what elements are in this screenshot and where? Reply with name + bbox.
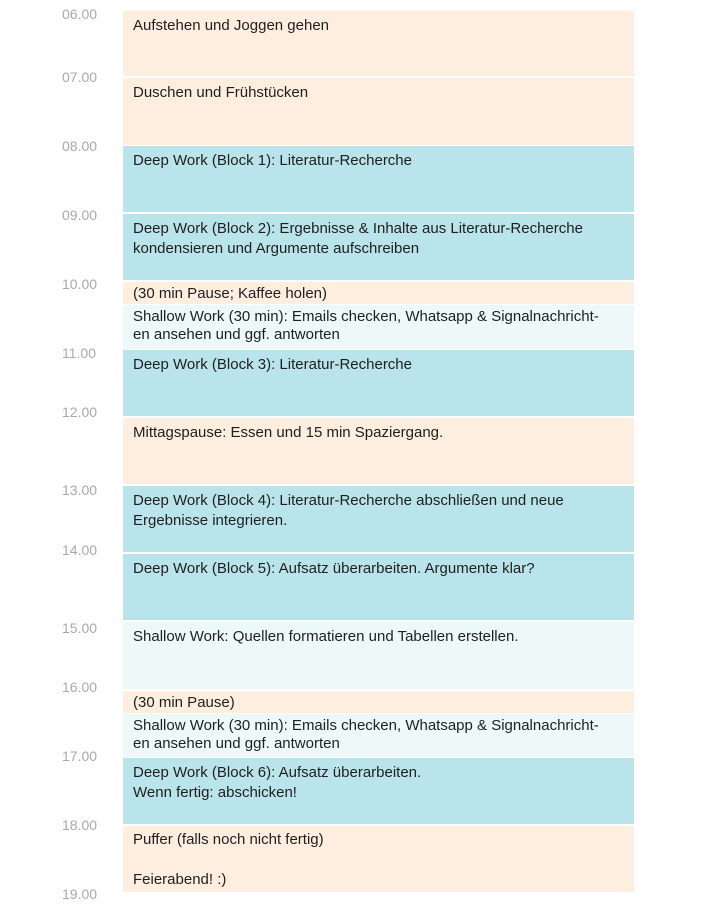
time-label: 11.00 [62,345,96,361]
schedule-block[interactable]: Deep Work (Block 1): Literatur-Recherche [123,146,634,212]
schedule-block[interactable]: Deep Work (Block 6): Aufsatz überarbeiten. Wenn fertig: abschicken! [123,758,634,824]
time-label: 12.00 [62,404,98,420]
schedule-block[interactable]: Shallow Work: Quellen formatieren und Tabellen erstellen. [123,622,634,689]
time-label: 09.00 [62,207,98,223]
time-label: 10.00 [62,276,98,292]
time-label: 15.00 [62,620,98,636]
schedule-block[interactable]: Shallow Work (30 min): Emails checken, Whatsapp & Signalnachricht- en ansehen und ggf. antworten [123,714,634,757]
schedule-block[interactable]: Deep Work (Block 4): Literatur-Recherche abschließen und neue Ergebnisse integrieren. [123,486,634,552]
time-label: 13.00 [62,482,98,498]
schedule-block[interactable]: Mittagspause: Essen und 15 min Spaziergang. [123,418,634,484]
time-label: 14.00 [62,542,98,558]
schedule-block[interactable]: Deep Work (Block 5): Aufsatz überarbeiten. Argumente klar? [123,554,634,620]
schedule-block[interactable]: Puffer (falls noch nicht fertig) Feierabend! :) [123,826,634,892]
schedule-block[interactable]: Shallow Work (30 min): Emails checken, Whatsapp & Signalnachricht- en ansehen und ggf. antworten [123,305,634,349]
schedule-block[interactable]: (30 min Pause) [123,691,634,713]
time-label: 19.00 [62,886,98,902]
time-label: 06.00 [62,6,98,22]
schedule-block[interactable]: Duschen und Frühstücken [123,78,634,145]
time-label: 07.00 [62,69,98,85]
schedule-block[interactable]: (30 min Pause; Kaffee holen) [123,282,634,304]
time-label: 18.00 [62,817,98,833]
schedule-block[interactable]: Aufstehen und Joggen gehen [123,11,634,76]
schedule-block[interactable]: Deep Work (Block 3): Literatur-Recherche [123,350,634,416]
time-label: 16.00 [62,679,98,695]
schedule-block[interactable]: Deep Work (Block 2): Ergebnisse & Inhalte aus Literatur-Recherche kondensieren und Argumente aufschreiben [123,214,634,280]
time-label: 08.00 [62,138,98,154]
time-label: 17.00 [62,748,98,764]
